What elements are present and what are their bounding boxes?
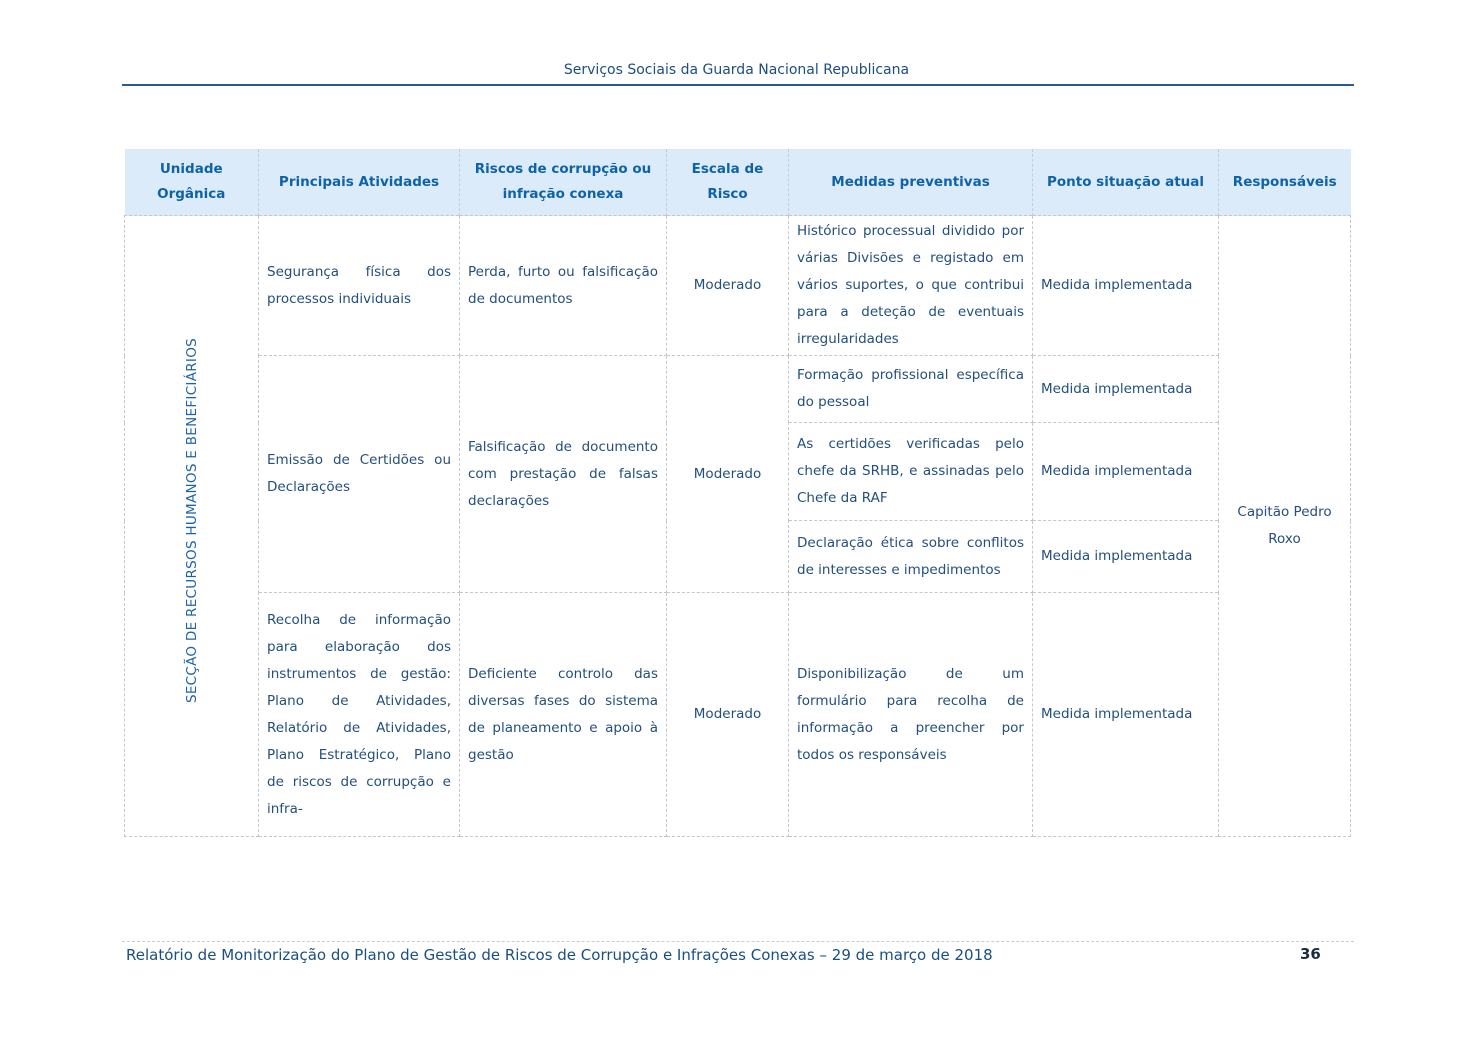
scale-cell: Moderado — [667, 216, 789, 356]
activity-cell: Recolha de informação para elaboração dos instrumentos de gestão: Plano de Atividades, Relatório de Atividades, Plano Estratégico, Plano de riscos de corrupção e infra- — [259, 593, 460, 837]
risk-cell: Deficiente controlo das diversas fases do sistema de planeamento e apoio à gestão — [460, 593, 667, 837]
col-header-scale: Escala de Risco — [667, 149, 789, 216]
status-cell: Medida implementada — [1033, 423, 1219, 521]
col-header-status: Ponto situação atual — [1033, 149, 1219, 216]
col-header-unit: Unidade Orgânica — [125, 149, 259, 216]
footer-text: Relatório de Monitorização do Plano de Gestão de Riscos de Corrupção e Infrações Conexas – 29 de março de 2018 — [126, 946, 993, 964]
col-header-measures: Medidas preventivas — [789, 149, 1033, 216]
measure-cell: Formação profissional específica do pessoal — [789, 356, 1033, 423]
status-cell: Medida implementada — [1033, 521, 1219, 593]
risk-table — [124, 149, 1351, 837]
table-row — [125, 356, 1351, 423]
status-cell: Medida implementada — [1033, 593, 1219, 837]
scale-cell: Moderado — [667, 593, 789, 837]
header-rule — [122, 84, 1354, 86]
header-title: Serviços Sociais da Guarda Nacional Republicana — [563, 62, 910, 78]
col-header-risks: Riscos de corrupção ou infração conexa — [460, 149, 667, 216]
activity-cell: Segurança física dos processos individuais — [259, 216, 460, 356]
risk-cell: Falsificação de documento com prestação de falsas declarações — [460, 356, 667, 593]
col-header-responsible: Responsáveis — [1219, 149, 1351, 216]
risk-cell: Perda, furto ou falsificação de documentos — [460, 216, 667, 356]
measure-cell: Declaração ética sobre conflitos de interesses e impedimentos — [789, 521, 1033, 593]
unit-label: SECÇÃO DE RECURSOS HUMANOS E BENEFICIÁRIOS — [183, 338, 200, 704]
responsible-cell: Capitão Pedro Roxo — [1219, 216, 1351, 837]
measure-cell: Disponibilização de um formulário para recolha de informação a preencher por todos os responsáveis — [789, 593, 1033, 837]
measure-cell: As certidões verificadas pelo chefe da SRHB, e assinadas pelo Chefe da RAF — [789, 423, 1033, 521]
table-header-row — [125, 149, 1351, 216]
unit-cell — [125, 216, 259, 837]
scale-cell: Moderado — [667, 356, 789, 593]
table-row — [125, 216, 1351, 356]
activity-cell: Emissão de Certidões ou Declarações — [259, 356, 460, 593]
measure-cell: Histórico processual dividido por várias Divisões e registado em vários suportes, o que contribui para a deteção de eventuais irregularidades — [789, 216, 1033, 356]
footer-rule — [122, 941, 1354, 942]
page-number: 36 — [1300, 945, 1321, 963]
col-header-activities: Principais Atividades — [259, 149, 460, 216]
status-cell: Medida implementada — [1033, 216, 1219, 356]
table-row — [125, 593, 1351, 837]
status-cell: Medida implementada — [1033, 356, 1219, 423]
